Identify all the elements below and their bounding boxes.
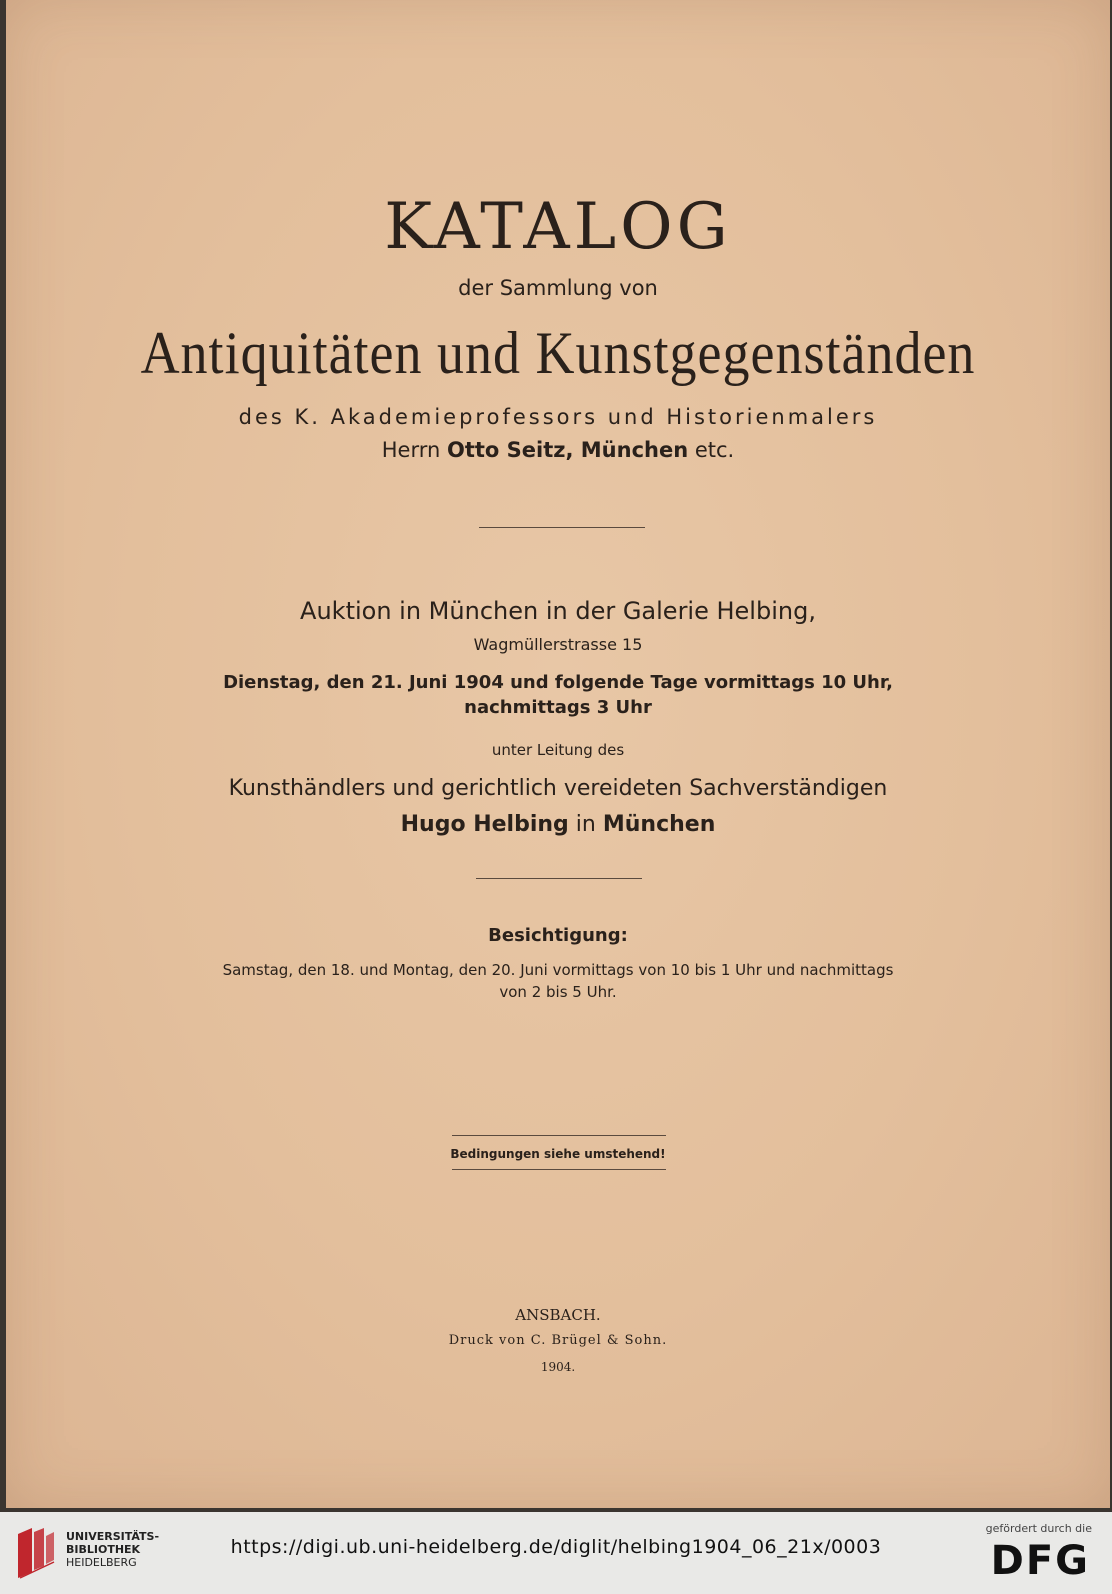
document-url-link[interactable]: https://digi.ub.uni-heidelberg.de/diglit/helbing1904_06_21x/0003 (230, 1536, 882, 1558)
funded-by-label: gefördert durch die (985, 1522, 1092, 1535)
direction-label: unter Leitung des (491, 741, 625, 759)
collection-title: Antiquitäten und Kunstgegenständen (140, 319, 976, 387)
divider-rule (476, 878, 642, 879)
auction-location: Auktion in München in der Galerie Helbing, (300, 597, 816, 625)
dealer-city: München (602, 812, 716, 837)
dealer-line (6, 812, 1110, 837)
conditions-rule-top (452, 1135, 666, 1136)
catalog-title: KATALOG (384, 190, 732, 264)
viewer-footer (0, 1512, 1112, 1594)
conditions-rule-bottom (452, 1169, 666, 1170)
divider-rule (479, 527, 645, 528)
dealer-in: in (575, 812, 596, 837)
dfg-logo[interactable]: DFG (990, 1538, 1090, 1584)
printer: Druck von C. Brügel & Sohn. (448, 1333, 668, 1348)
auction-date-line1: Dienstag, den 21. Juni 1904 und folgende Tage vormittags 10 Uhr, (223, 672, 893, 693)
owner-name: Otto Seitz, München (447, 438, 689, 462)
library-line3: HEIDELBERG (66, 1556, 137, 1569)
auction-address: Wagmüllerstrasse 15 (473, 635, 643, 654)
owner-line (6, 438, 1110, 462)
owner-prefix: Herrn (381, 438, 441, 462)
conditions-note: Bedingungen siehe umstehend! (450, 1147, 666, 1161)
viewing-line2: von 2 bis 5 Uhr. (499, 983, 617, 1001)
print-year: 1904. (540, 1360, 576, 1374)
owner-suffix: etc. (694, 438, 735, 462)
catalog-title-page (6, 0, 1110, 1508)
library-line2: BIBLIOTHEK (66, 1543, 141, 1556)
auction-date-line2: nachmittags 3 Uhr (464, 697, 652, 718)
catalog-subtitle: der Sammlung von (458, 276, 658, 300)
owner-description: des K. Akademieprofessors und Historienmalers (238, 405, 878, 429)
dealer-title: Kunsthändlers und gerichtlich vereideten Sachverständigen (228, 776, 888, 801)
printer-city: ANSBACH. (515, 1306, 601, 1324)
dealer-name: Hugo Helbing (400, 812, 569, 837)
viewing-line1: Samstag, den 18. und Montag, den 20. Juni vormittags von 10 bis 1 Uhr und nachmittags (222, 961, 894, 979)
viewing-heading: Besichtigung: (488, 925, 628, 946)
library-line1: UNIVERSITÄTS- (66, 1530, 160, 1543)
